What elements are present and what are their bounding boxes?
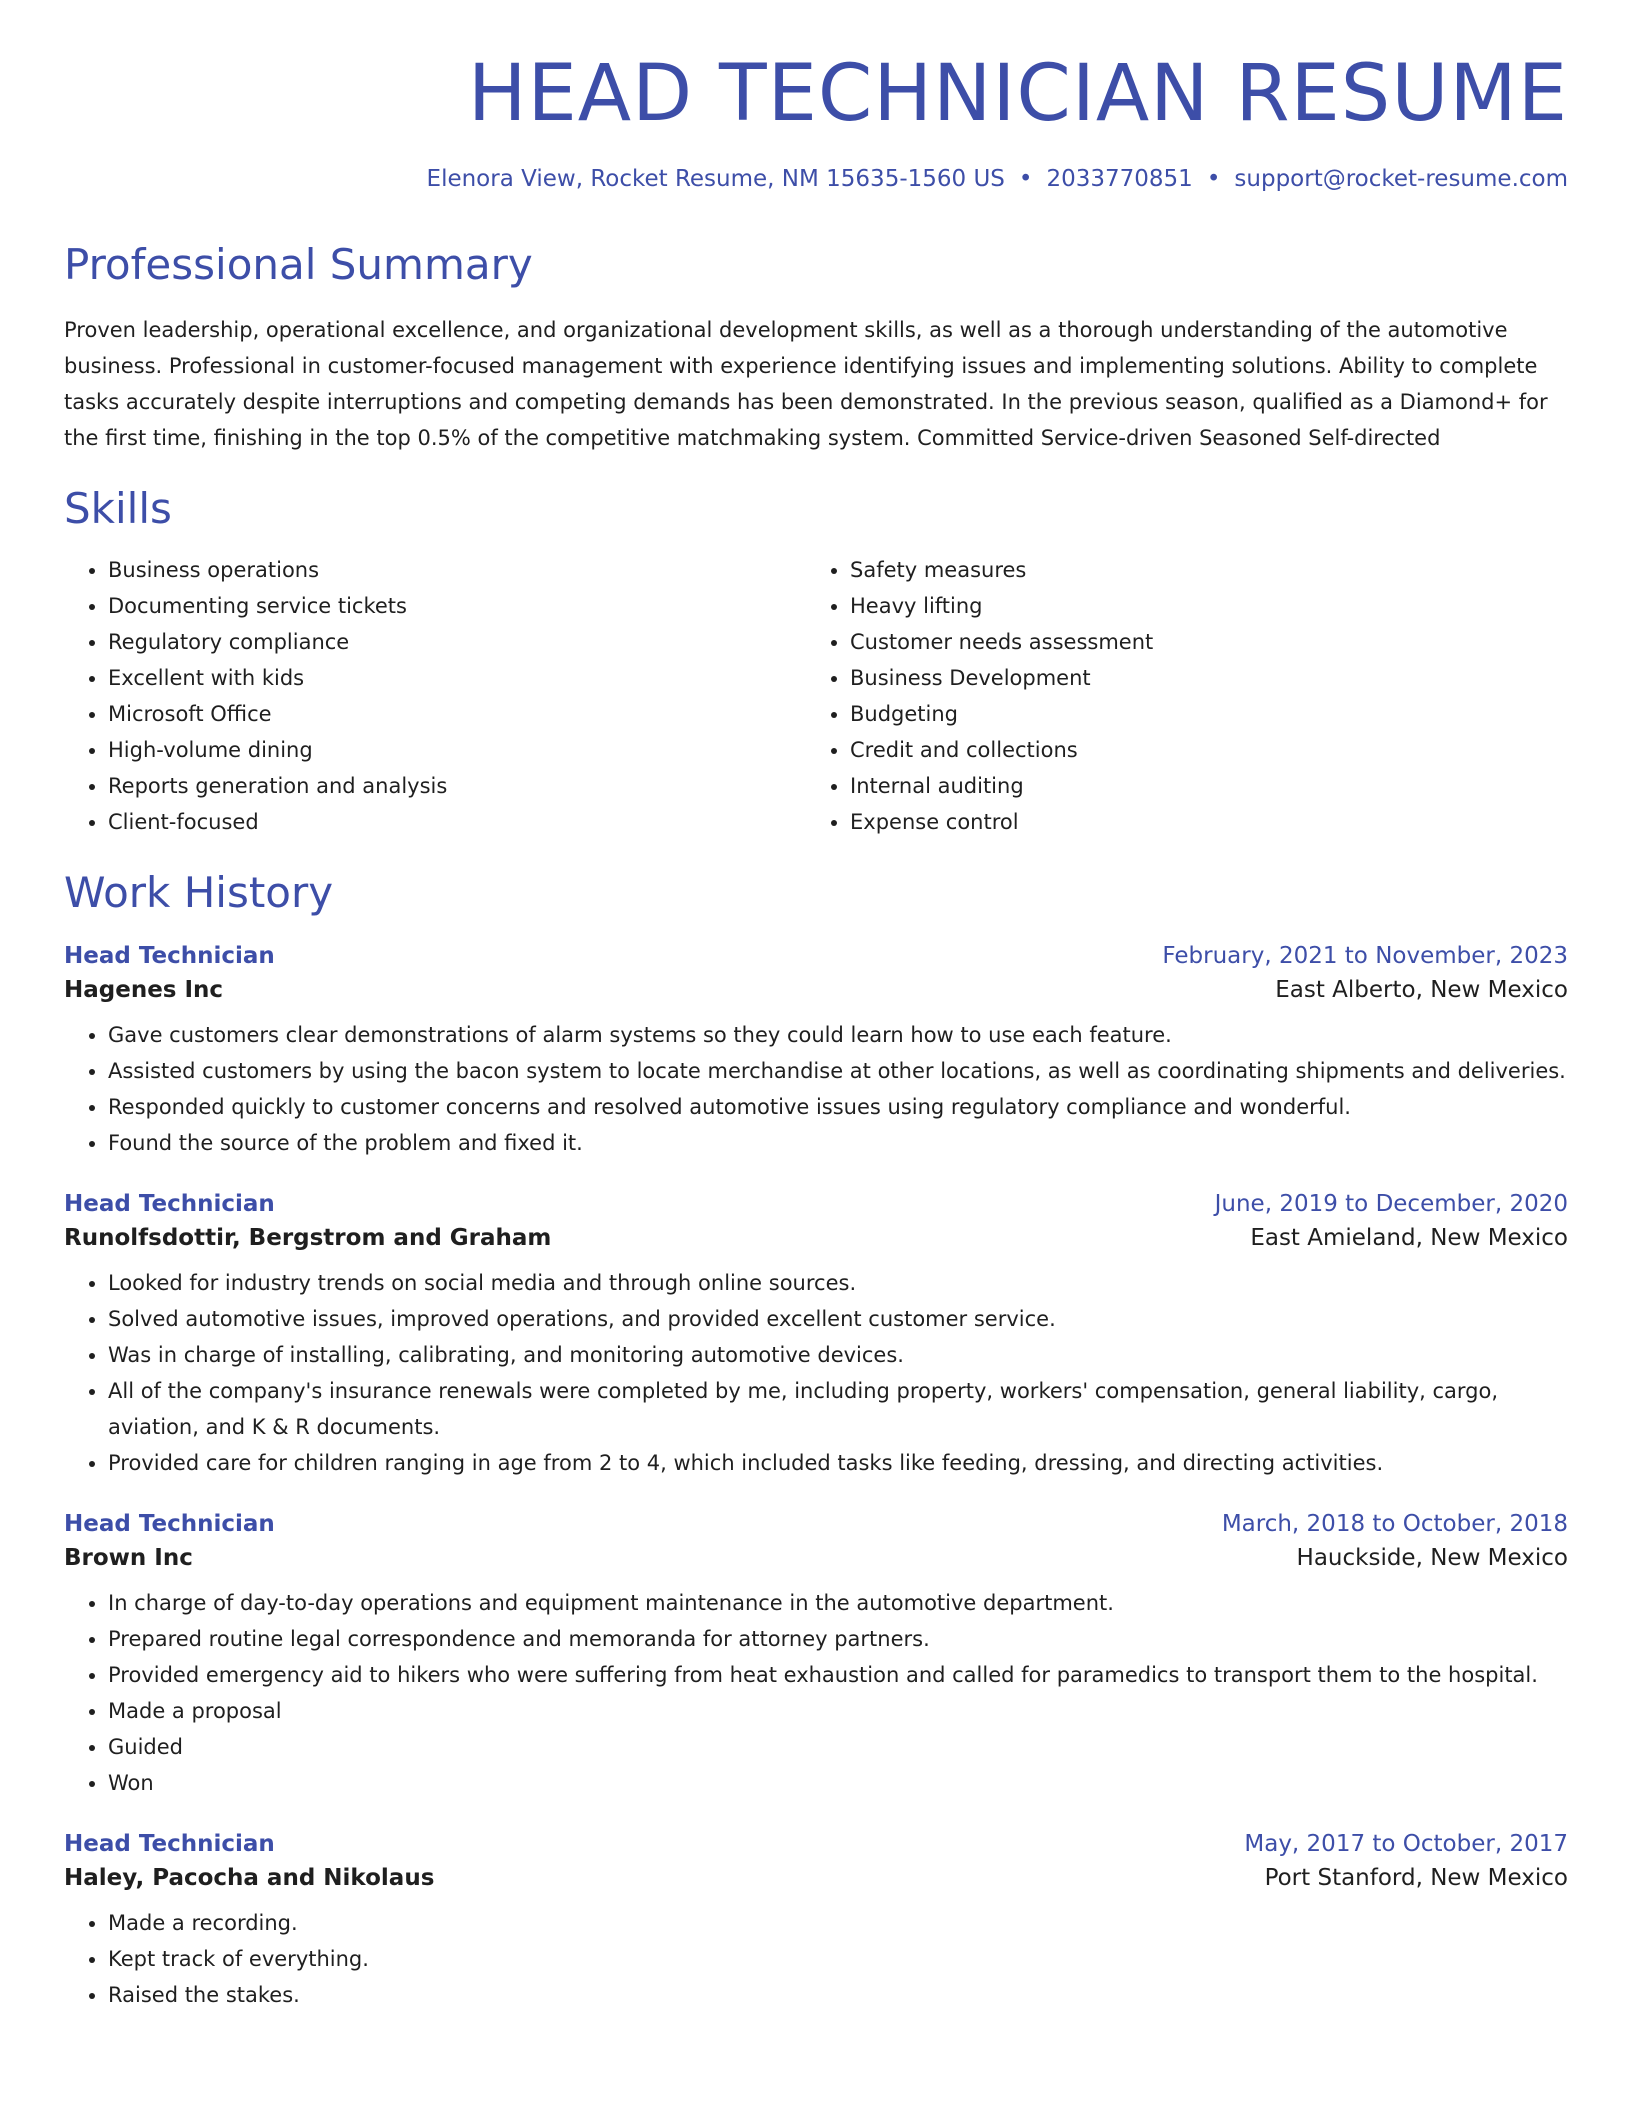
skill-item: • Safety measures xyxy=(850,552,1568,588)
job-title: Head Technician xyxy=(64,1190,275,1217)
contact-address: Elenora View, Rocket Resume, NM 15635-1560 US xyxy=(426,165,1005,192)
contact-phone: 2033770851 xyxy=(1046,165,1193,192)
skill-item: • Client-focused xyxy=(108,804,806,840)
job-bullet: • Won xyxy=(108,1765,1568,1801)
job-bullet: • Provided care for children ranging in age from 2 to 4, which included tasks like feeding, dressing, and directing activities. xyxy=(108,1445,1568,1481)
job-location: Hauckside, New Mexico xyxy=(1296,1544,1568,1571)
summary-text: Proven leadership, operational excellence, and organizational development skills, as well as a thorough understanding of the automotive business. Professional in customer-focused management with experience identifying issues and implementing solutions. Ability to complete tasks accurately despite interruptions and competing demands has been demonstrated. In the previous season, qualified as a Diamond+ for the first time, finishing in the top 0.5% of the competitive matchmaking system. Committed Service-driven Seasoned Self-directed xyxy=(64,318,1548,451)
job-bullet: • Was in charge of installing, calibrating, and monitoring automotive devices. xyxy=(108,1337,1568,1373)
job-company: Brown Inc xyxy=(64,1544,193,1571)
skill-item: • High-volume dining xyxy=(108,732,806,768)
skill-item: • Credit and collections xyxy=(850,732,1568,768)
job-bullet: • Solved automotive issues, improved operations, and provided excellent customer service. xyxy=(108,1301,1568,1337)
skill-item: • Heavy lifting xyxy=(850,588,1568,624)
job-bullet: • Gave customers clear demonstrations of alarm systems so they could learn how to use each feature. xyxy=(108,1017,1568,1053)
skill-item: • Expense control xyxy=(850,804,1568,840)
skills-section xyxy=(64,484,1568,840)
job-bullets xyxy=(64,1017,1568,1161)
contact-separator: • xyxy=(1018,165,1033,192)
job-location: East Alberto, New Mexico xyxy=(1275,976,1568,1003)
job-bullet: • Looked for industry trends on social media and through online sources. xyxy=(108,1265,1568,1301)
summary-section xyxy=(64,240,1568,456)
contact-line xyxy=(64,166,1568,192)
job-company-row xyxy=(64,1225,1568,1251)
job-header-row xyxy=(64,943,1568,969)
job-entry xyxy=(64,1511,1568,1801)
job-company-row xyxy=(64,1545,1568,1571)
job-header-row xyxy=(64,1831,1568,1857)
job-bullet: • Prepared routine legal correspondence and memoranda for attorney partners. xyxy=(108,1621,1568,1657)
job-bullet: • All of the company's insurance renewals were completed by me, including property, workers' compensation, general liability, cargo, aviation, and K & R documents. xyxy=(108,1373,1568,1445)
job-bullet: • Kept track of everything. xyxy=(108,1941,1568,1977)
job-location: East Amieland, New Mexico xyxy=(1250,1224,1568,1251)
job-bullets xyxy=(64,1265,1568,1481)
job-dates: March, 2018 to October, 2018 xyxy=(1221,1510,1568,1537)
skills-grid xyxy=(64,552,1568,840)
job-bullet: • Raised the stakes. xyxy=(108,1977,1568,2013)
skill-item: • Customer needs assessment xyxy=(850,624,1568,660)
job-bullets xyxy=(64,1905,1568,2013)
job-company: Runolfsdottir, Bergstrom and Graham xyxy=(64,1224,552,1251)
job-dates: June, 2019 to December, 2020 xyxy=(1214,1190,1568,1217)
summary-heading: Professional Summary xyxy=(64,239,533,289)
skill-item: • Business operations xyxy=(108,552,806,588)
job-entry xyxy=(64,1831,1568,2013)
skill-item: • Business Development xyxy=(850,660,1568,696)
job-title: Head Technician xyxy=(64,1830,275,1857)
contact-email: support@rocket-resume.com xyxy=(1234,165,1568,192)
job-company: Haley, Pacocha and Nikolaus xyxy=(64,1864,435,1891)
job-bullet: • Responded quickly to customer concerns and resolved automotive issues using regulatory compliance and wonderful. xyxy=(108,1089,1568,1125)
skill-item: • Internal auditing xyxy=(850,768,1568,804)
work-history-heading: Work History xyxy=(64,868,334,918)
job-bullet: • In charge of day-to-day operations and equipment maintenance in the automotive department. xyxy=(108,1585,1568,1621)
skills-heading: Skills xyxy=(64,484,172,534)
skill-item: • Excellent with kids xyxy=(108,660,806,696)
contact-separator: • xyxy=(1206,165,1221,192)
job-bullet: • Made a proposal xyxy=(108,1693,1568,1729)
job-bullet: • Found the source of the problem and fixed it. xyxy=(108,1125,1568,1161)
job-entry xyxy=(64,1191,1568,1481)
job-company-row xyxy=(64,977,1568,1003)
job-bullet: • Made a recording. xyxy=(108,1905,1568,1941)
job-bullet: • Guided xyxy=(108,1729,1568,1765)
job-bullets xyxy=(64,1585,1568,1801)
skill-item: • Reports generation and analysis xyxy=(108,768,806,804)
job-bullet: • Assisted customers by using the bacon system to locate merchandise at other locations, as well as coordinating shipments and deliveries. xyxy=(108,1053,1568,1089)
job-company: Hagenes Inc xyxy=(64,976,224,1003)
job-title: Head Technician xyxy=(64,942,275,969)
work-history-section xyxy=(64,868,1568,2012)
job-entry xyxy=(64,943,1568,1161)
job-location: Port Stanford, New Mexico xyxy=(1264,1864,1568,1891)
skills-list-right xyxy=(806,552,1568,840)
job-bullet: • Provided emergency aid to hikers who were suffering from heat exhaustion and called for paramedics to transport them to the hospital. xyxy=(108,1657,1568,1693)
resume-title: HEAD TECHNICIAN RESUME xyxy=(467,49,1568,139)
job-title: Head Technician xyxy=(64,1510,275,1537)
skills-list-left xyxy=(64,552,806,840)
job-dates: May, 2017 to October, 2017 xyxy=(1244,1830,1568,1857)
job-company-row xyxy=(64,1865,1568,1891)
job-dates: February, 2021 to November, 2023 xyxy=(1162,942,1568,969)
skill-item: • Documenting service tickets xyxy=(108,588,806,624)
job-header-row xyxy=(64,1191,1568,1217)
skill-item: • Microsoft Office xyxy=(108,696,806,732)
skill-item: • Budgeting xyxy=(850,696,1568,732)
skill-item: • Regulatory compliance xyxy=(108,624,806,660)
job-header-row xyxy=(64,1511,1568,1537)
resume-header xyxy=(64,50,1568,192)
